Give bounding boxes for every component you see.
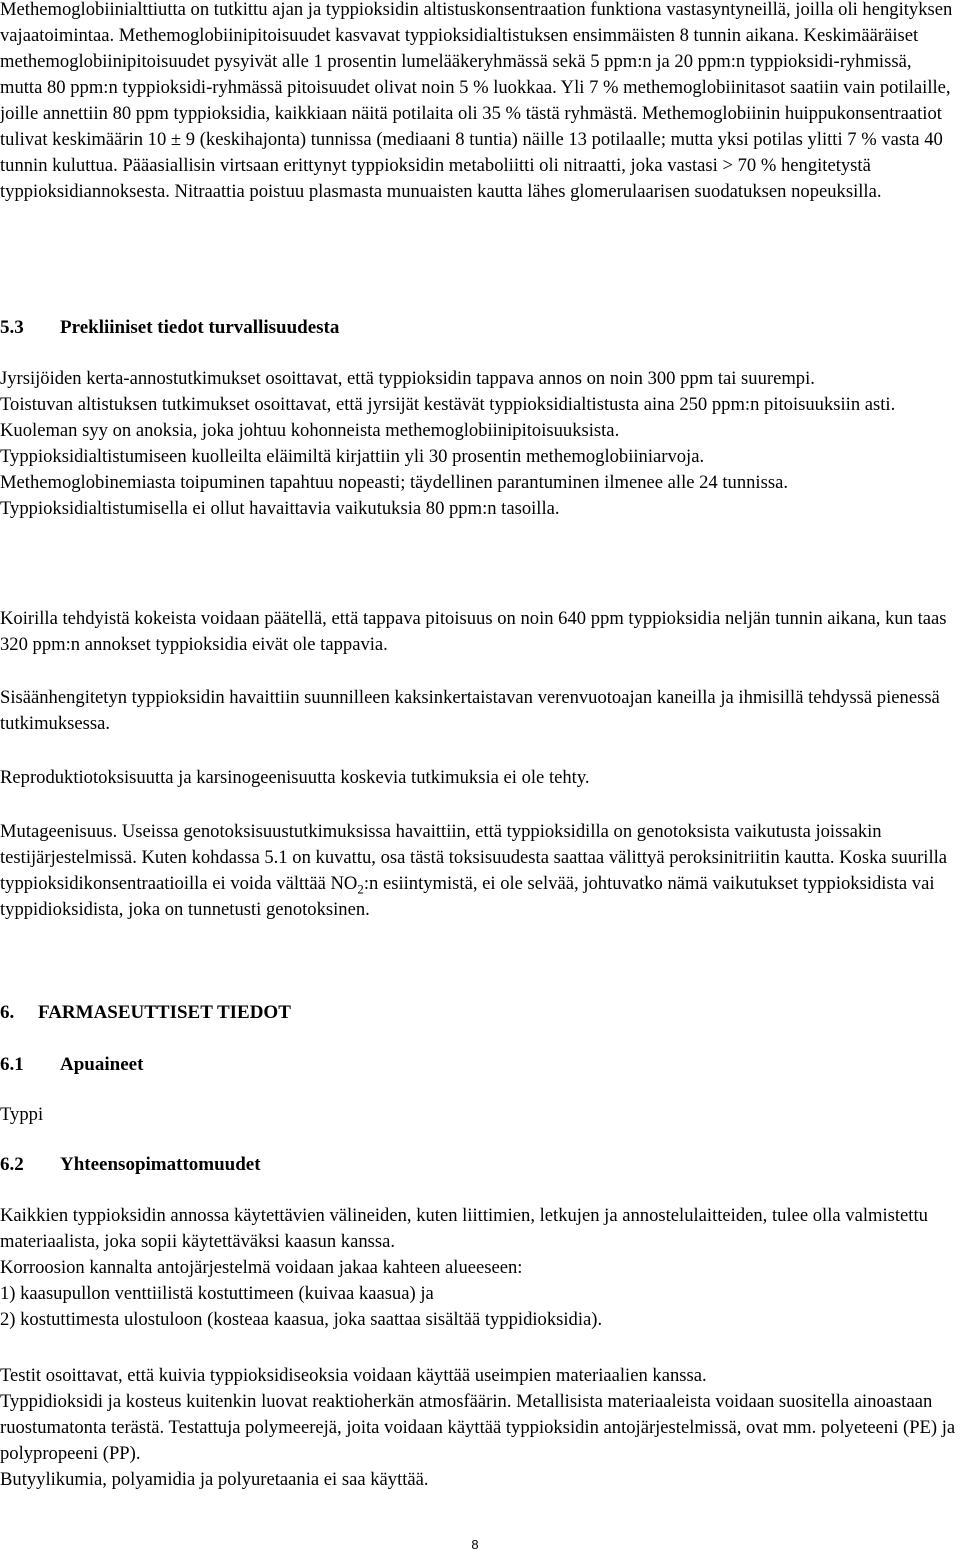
- section-5-3-number: 5.3: [0, 317, 24, 338]
- section-6-2-heading: [0, 1152, 261, 1178]
- paragraph-dogs: [0, 606, 958, 658]
- mutagenicity-text: [0, 819, 958, 923]
- section-6-1-title: Apuaineet: [60, 1054, 144, 1075]
- section-6-2-title: Yhteensopimattomuudet: [60, 1154, 261, 1175]
- paragraph-repeated-exposure: Toistuvan altistuksen tutkimukset osoittavat, että jyrsijät kestävät typpioksidialtistusta aina 250 ppm:n pitoisuuksiin asti.: [0, 394, 896, 415]
- intro-paragraph: [0, 0, 958, 205]
- section-5-3-title: Prekliiniset tiedot turvallisuudesta: [60, 317, 340, 338]
- paragraph-forbidden-materials: Butyylikumia, polyamidia ja polyuretaania ei saa käyttää.: [0, 1469, 429, 1490]
- mutagenicity-text-start: Mutageenisuus. Useissa genotoksisuustutkimuksissa havaittiin, että typpioksidilla on genotoksista vaikutusta joissakin testijärjestelmissä. Kuten kohdassa 5.1 on kuvattu, osa tästä toksisuudesta saattaa välittyä peroksinitriitin kautta. Koska suurilla typpioksidikonsentraatioilla ei voida välttää NO: [0, 821, 948, 894]
- section-6-number: 6.: [0, 1002, 15, 1023]
- reproduction-text: Reproduktiotoksisuutta ja karsinogeenisuutta koskevia tutkimuksia ei ole tehty.: [0, 767, 590, 788]
- bleeding-text: Sisäänhengitetyn typpioksidin havaittiin suunnilleen kaksinkertaistavan verenvuotoajan kaneilla ja ihmisillä tehdyssä pienessä tutkimuksessa.: [0, 687, 940, 734]
- section-6-2-number: 6.2: [0, 1154, 24, 1175]
- section-6-1-number: 6.1: [0, 1054, 24, 1075]
- paragraph-equipment: Kaikkien typpioksidin annossa käytettävien välineiden, kuten liittimien, letkujen ja annostelulaitteiden, tulee olla valmistettu materiaalista, joka sopii käytettäväksi kaasun kanssa.: [0, 1205, 928, 1252]
- paragraph-corrosion: Korroosion kannalta antojärjestelmä voidaan jakaa kahteen alueeseen:: [0, 1257, 523, 1278]
- list-item-dry-gas: 1) kaasupullon venttiilistä kostuttimeen (kuivaa kaasua) ja: [0, 1283, 434, 1304]
- section-6-2-block-2: [0, 1363, 958, 1493]
- no2-subscript: 2: [357, 881, 364, 897]
- paragraph-recovery: Methemoglobinemiasta toipuminen tapahtuu nopeasti; täydellinen parantuminen ilmenee alle 24 tunnissa. Typpioksidialtistumisella ei ollut havaittavia vaikutuksia 80 ppm:n tasoilla.: [0, 472, 788, 519]
- paragraph-cause-of-death: Kuoleman syy on anoksia, joka johtuu kohonneista methemoglobiinipitoisuuksista.: [0, 420, 620, 441]
- section-6-1-heading: [0, 1052, 143, 1078]
- intro-text: Methemoglobiinialttiutta on tutkittu ajan ja typpioksidin altistuskonsentraation funktiona vastasyntyneillä, joilla oli hengityksen vajaatoimintaa. Methemoglobiinipitoisuudet kasvavat typpioksidialtistuksen ensimmäisten 8 tunnin aikana. Keskimääräiset methemoglobiinipitoisuudet pysyivät alle 1 prosentin lumelääkeryhmässä sekä 5 ppm:n ja 20 ppm:n typpioksidi-ryhmissä, mutta 80 ppm:n typpioksidi-ryhmässä pitoisuudet olivat noin 5 % luokkaa. Yli 7 % methemoglobiinitasot saatiin vain potilaille, joille annettiin 80 ppm typpioksidia, kaikkiaan näitä potilaita oli 35 % tästä ryhmästä. Methemoglobiinin huippukonsentraatiot tulivat keskimäärin 10 ± 9 (keskihajonta) tunnissa (mediaani 8 tuntia) näille 13 potilaalle; mutta yksi potilas ylitti 7 % vasta 40 tunnin kuluttua. Pääasiallisin virtsaan erittynyt typpioksidin metaboliitti oli nitraatti, joka vastasi > 70 % hengitetystä typpioksidiannoksesta. Nitraattia poistuu plasmasta munuaisten kautta lähes glomerulaarisen suodatuksen nopeuksilla.: [0, 0, 953, 202]
- mutagenicity-text-end: :n esiintymistä, ei ole selvää, johtuvatko nämä vaikutukset typpioksidista vai typpidioksidista, joka on tunnetusti genotoksinen.: [0, 873, 935, 920]
- paragraph-mutagenicity: [0, 819, 958, 923]
- dogs-text: Koirilla tehdyistä kokeista voidaan päätellä, että tappava pitoisuus on noin 640 ppm typpioksidia neljän tunnin aikana, kun taas 320 ppm:n annokset typpioksidia eivät ole tappavia.: [0, 608, 947, 655]
- list-item-moist-gas: 2) kostuttimesta ulostuloon (kosteaa kaasua, joka saattaa sisältää typpidioksidia).: [0, 1309, 603, 1330]
- page-number: 8: [471, 1537, 479, 1552]
- paragraph-methemoglobin-values: Typpioksidialtistumiseen kuolleilta eläimiltä kirjattiin yli 30 prosentin methemoglobiiniarvoja.: [0, 446, 705, 467]
- paragraph-lethal-dose: Jyrsijöiden kerta-annostutkimukset osoittavat, että typpioksidin tappava annos on noin 300 ppm tai suurempi.: [0, 368, 815, 389]
- paragraph-reproduction: [0, 765, 958, 791]
- section-6-title: FARMASEUTTISET TIEDOT: [38, 1002, 291, 1023]
- section-5-3-block: [0, 366, 958, 522]
- excipient-text: Typpi: [0, 1104, 44, 1125]
- paragraph-bleeding: [0, 685, 958, 737]
- section-6-2-block-1: [0, 1203, 958, 1333]
- paragraph-materials: Typpidioksidi ja kosteus kuitenkin luovat reaktioherkän atmosfäärin. Metallisista materiaaleista voidaan suositella ainoastaan ruostumatonta terästä. Testattuja polymeerejä, joita voidaan käyttää typpioksidin antojärjestelmissä, ovat mm. polyeteeni (PE) ja polypropeeni (PP).: [0, 1391, 956, 1464]
- section-6-heading: [0, 1000, 291, 1026]
- section-5-3-heading: [0, 315, 339, 341]
- paragraph-tests: Testit osoittavat, että kuivia typpioksidiseoksia voidaan käyttää useimpien materiaalien kanssa.: [0, 1365, 707, 1386]
